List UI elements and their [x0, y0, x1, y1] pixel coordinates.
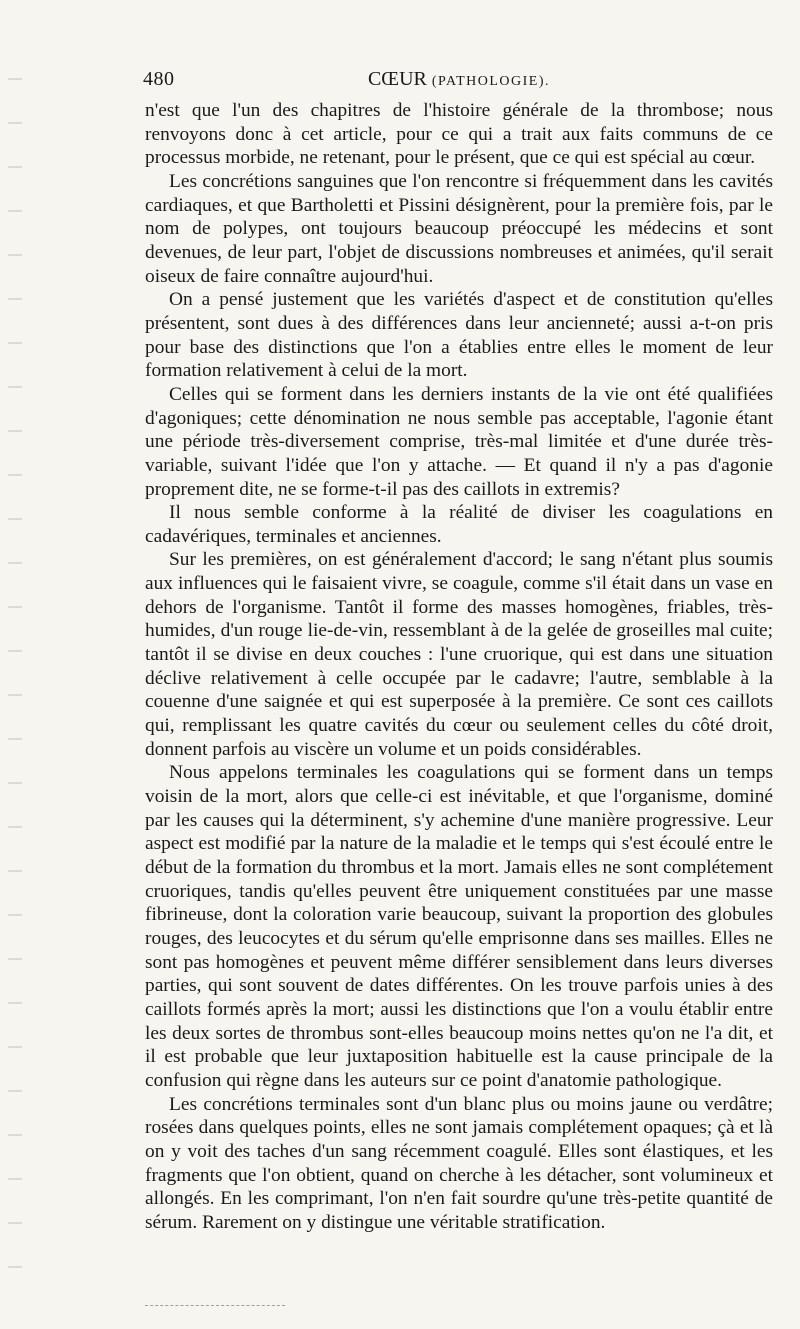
- running-title-subtitle: (PATHOLOGIE).: [431, 74, 551, 89]
- paragraph: Nous appelons terminales les coagulations qui se forment dans un temps voisin de la mort, alors que celle-ci est inévitable, et que l'organisme, dominé par les causes qui la déterminent, s'y achemine d'une manière progressive. Leur aspect est modifié par la nature de la maladie et le temps qui s'est écoulé entre le début de la formation du thrombus et la mort. Jamais elles ne sont complétement cruoriques, tandis qu'elles peuvent être uniquement constituées par une masse fibrineuse, dont la coloration varie beaucoup, suivant la proportion des globules rouges, des leucocytes et du sérum qu'elle emprisonne dans ses mailles. Elles ne sont pas homogènes et peuvent même différer sensiblement dans leurs diverses parties, qui sont souvent de dates différentes. On les trouve parfois unies à des caillots formés après la mort; aussi les distinctions que l'on a voulu établir entre les deux sortes de thrombus sont-elles beaucoup moins nettes qu'on ne l'a dit, et il est probable que leur juxtaposition habituelle est la cause principale de la confusion qui règne dans les auteurs sur ce point d'anatomie pathologique.: [145, 762, 773, 1091]
- scan-margin-marks: [8, 60, 22, 1300]
- footer-rule: [145, 1305, 285, 1307]
- paragraph: Sur les premières, on est généralement d'accord; le sang n'étant plus soumis aux influences qui le faisaient vivre, se coagule, comme s'il était dans un vase en dehors de l'organisme. Tantôt il forme des masses homogènes, friables, très-humides, d'un rouge lie-de-vin, ressemblant à de la gelée de groseilles mal cuite; tantôt il se divise en deux couches : l'une cruorique, qui est dans une situation déclive relativement à celle occupée par le cadavre; l'autre, semblable à la couenne d'une saignée et qui est superposée à la première. Ce sont ces caillots qui, remplissant les quatre cavités du cœur ou seulement celles du côté droit, donnent parfois au viscère un volume et un poids considérables.: [145, 549, 773, 760]
- paragraph: Il nous semble conforme à la réalité de diviser les coagulations en cadavériques, terminales et anciennes.: [145, 502, 773, 547]
- paragraph: Les concrétions terminales sont d'un blanc plus ou moins jaune ou verdâtre; rosées dans quelques points, elles ne sont jamais complétement opaques; çà et là on y voit des taches d'un sang récemment coagulé. Elles sont élastiques, et les fragments que l'on obtient, quand on cherche à les détacher, sont volumineux et allongés. En les comprimant, l'on n'en fait sourdre qu'une très-petite quantité de sérum. Rarement on y distingue une véritable stratification.: [145, 1093, 773, 1233]
- paragraph: On a pensé justement que les variétés d'aspect et de constitution qu'elles présentent, sont dues à des différences dans leur ancienneté; aussi a-t-on pris pour base des distinctions que l'on a établies entre elles le moment de leur formation relativement à celui de la mort.: [145, 289, 773, 382]
- paragraph: Celles qui se forment dans les derniers instants de la vie ont été qualifiées d'agoniques; cette dénomination ne nous semble pas acceptable, l'agonie étant une période très-diversement comprise, très-mal limitée et d'une durée très-variable, suivant l'idée que l'on y attache. — Et quand il n'y a pas d'agonie proprement dite, ne se forme-t-il pas des caillots in extremis?: [145, 383, 773, 500]
- page-number: 480: [143, 68, 175, 90]
- paragraph: Les concrétions sanguines que l'on rencontre si fréquemment dans les cavités cardiaques, et que Bartholetti et Pissini désignèrent, pour la première fois, par le nom de polypes, ont toujours beaucoup préoccupé les médecins et sont devenues, de leur part, l'objet de discussions nombreuses et animées, qu'il serait oiseux de faire connaître aujourd'hui.: [145, 170, 773, 287]
- page-header: [143, 66, 775, 96]
- running-title-main: CŒUR: [367, 68, 427, 90]
- body-text: [145, 99, 773, 1235]
- running-title: [143, 68, 775, 91]
- paragraph: n'est que l'un des chapitres de l'histoire générale de la thrombose; nous renvoyons donc à cet article, pour ce qui a trait aux faits communs de ce processus morbide, ne retenant, pour le présent, que ce qui est spécial au cœur.: [145, 100, 773, 169]
